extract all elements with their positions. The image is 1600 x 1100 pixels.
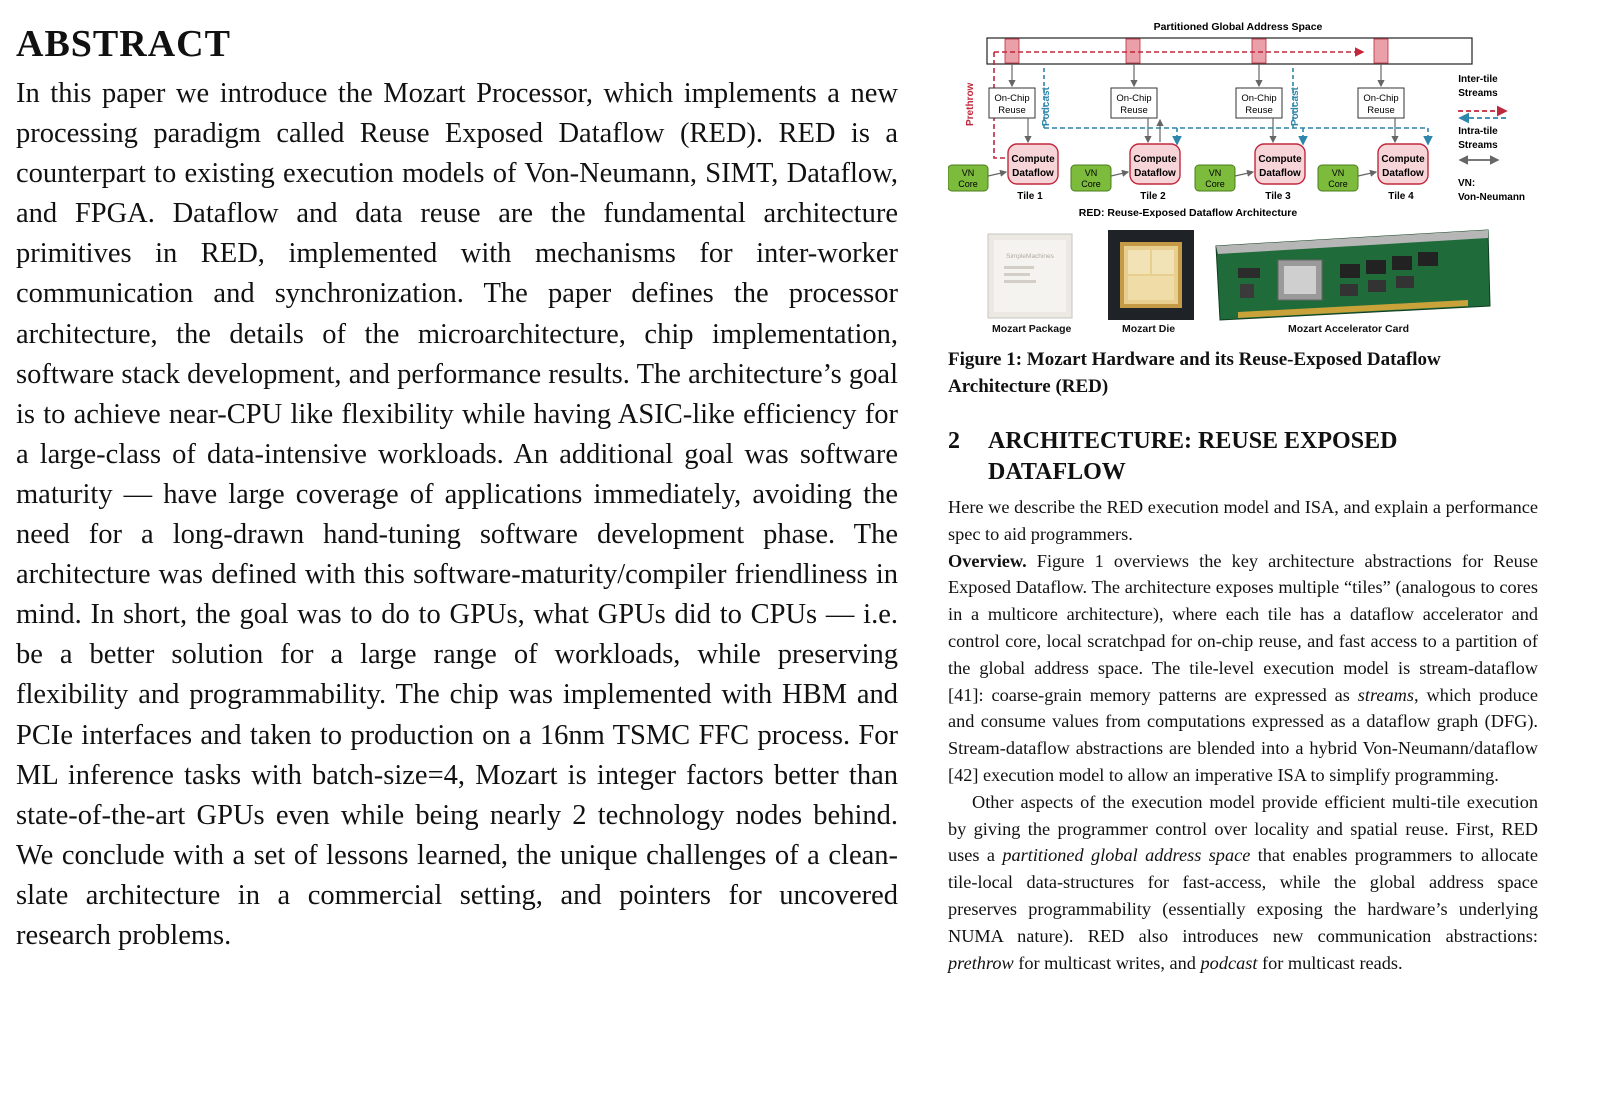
card-label: Mozart Accelerator Card (1288, 323, 1409, 335)
prethrow-label: Prethrow (965, 82, 976, 126)
svg-text:Reuse: Reuse (1245, 105, 1273, 116)
tile-label: Tile 3 (1265, 191, 1291, 202)
podcast-label-3: Podcast (1290, 87, 1301, 126)
figure-1 (948, 8, 1538, 346)
svg-text:On-Chip: On-Chip (1241, 93, 1277, 104)
svg-text:On-Chip: On-Chip (994, 93, 1030, 104)
abstract-heading: ABSTRACT (16, 23, 231, 65)
svg-text:Core: Core (958, 179, 978, 189)
die-label: Mozart Die (1122, 323, 1176, 335)
pgas-bar (987, 38, 1472, 64)
diagram-legend (1458, 74, 1525, 203)
podcast-label-1: Podcast (1041, 87, 1052, 126)
svg-text:Intra-tile: Intra-tile (1458, 126, 1498, 137)
right-column (948, 8, 1538, 976)
mozart-die-photo (1108, 230, 1194, 320)
section-number: 2 (948, 428, 960, 454)
package-label: Mozart Package (992, 323, 1072, 335)
pgas-label: Partitioned Global Address Space (1153, 21, 1323, 33)
abstract-column (16, 22, 898, 956)
tile-3 (1195, 64, 1305, 202)
svg-text:Reuse: Reuse (998, 105, 1026, 116)
svg-text:Core: Core (1081, 179, 1101, 189)
svg-text:Dataflow: Dataflow (1134, 168, 1176, 179)
tile-label: Tile 1 (1017, 191, 1043, 202)
tile-label: Tile 4 (1388, 191, 1414, 202)
svg-text:VN: VN (961, 168, 975, 178)
mozart-accelerator-card-photo (1216, 230, 1490, 320)
section-paragraph-3: Other aspects of the execution model provide efficient multi-tile execution by giving the programmer control over locality and spatial reuse. First, RED uses a partitioned global address space that enables programmers to allocate tile-local data-structures for fast-access, while the global address space preserves programmability (essentially exposing the hardware’s underlying NUMA nature). RED also introduces new communication abstractions: prethrow for multicast writes, and podcast for multicast reads. (948, 791, 1538, 973)
svg-text:VN: VN (1331, 168, 1345, 178)
svg-text:Streams: Streams (1458, 88, 1498, 99)
svg-text:Compute: Compute (1133, 154, 1177, 165)
svg-text:Compute: Compute (1258, 154, 1302, 165)
figure-caption: Figure 1: Mozart Hardware and its Reuse-Exposed Dataflow Architecture (RED) (948, 349, 1441, 397)
architecture-diagram (948, 8, 1538, 346)
svg-text:Compute: Compute (1381, 154, 1425, 165)
mozart-package-photo (988, 234, 1072, 318)
svg-text:Core: Core (1328, 179, 1348, 189)
svg-text:Inter-tile: Inter-tile (1458, 74, 1498, 85)
svg-text:SimpleMachines: SimpleMachines (1006, 253, 1054, 260)
svg-text:VN: VN (1084, 168, 1098, 178)
svg-text:On-Chip: On-Chip (1116, 93, 1152, 104)
svg-text:Core: Core (1205, 179, 1225, 189)
section-heading (948, 426, 1538, 488)
svg-text:Reuse: Reuse (1367, 105, 1395, 116)
section-title: ARCHITECTURE: REUSE EXPOSED DATAFLOW (988, 428, 1398, 485)
svg-text:Dataflow: Dataflow (1382, 168, 1424, 179)
svg-text:Dataflow: Dataflow (1259, 168, 1301, 179)
tile-label: Tile 2 (1140, 191, 1166, 202)
abstract-body: In this paper we introduce the Mozart Processor, which implements a new processing paradigm called Reuse Exposed Dataflow (RED). RED is a counterpart to existing execution models of Von-Neumann, SIMT, Dataflow, and FPGA. Dataflow and data reuse are the fundamental architecture primitives in RED, implemented with mechanisms for inter-worker communication and synchronization. The paper defines the processor architecture, the details of the microarchitecture, chip implementation, software stack development, and performance results. The architecture’s goal is to achieve near-CPU like flexibility while having ASIC-like efficiency for a large-class of data-intensive workloads. An additional goal was software maturity — have large coverage of applications immediately, avoiding the need for a long-drawn hand-tuning software development phase. The architecture was defined with this software-maturity/compiler friendliness in mind. In short, the goal was to do to GPUs, what GPUs did to CPUs — i.e. be a better solution for a large range of workloads, while preserving flexibility and programmability. The chip was implemented with HBM and PCIe interfaces and taken to production on a 16nm TSMC FFC process. For ML inference tasks with batch-size=4, Mozart is integer factors better than state-of-the-art GPUs even while being nearly 2 technology nodes behind. We conclude with a set of lessons learned, the unique challenges of a clean-slate architecture in a commercial setting, and pointers for uncovered research problems. (16, 78, 898, 951)
svg-text:VN: VN (1208, 168, 1222, 178)
svg-text:Streams: Streams (1458, 140, 1498, 151)
red-architecture-label: RED: Reuse-Exposed Dataflow Architecture (1078, 207, 1298, 219)
svg-text:VN:: VN: (1458, 178, 1476, 189)
svg-text:Dataflow: Dataflow (1012, 168, 1054, 179)
svg-text:On-Chip: On-Chip (1363, 93, 1399, 104)
svg-text:Reuse: Reuse (1120, 105, 1148, 116)
svg-text:Compute: Compute (1011, 154, 1055, 165)
section-paragraph-1: Here we describe the RED execution model and ISA, and explain a performance spec to aid programmers. (948, 497, 1538, 544)
overview-lead: Overview. (948, 550, 1027, 571)
svg-text:Von-Neumann: Von-Neumann (1458, 192, 1526, 203)
section-paragraph-2: Overview. Figure 1 overviews the key architecture abstractions for Reuse Exposed Dataflow. The architecture exposes multiple “tiles” (analogous to cores in a multicore architecture), where each tile has a dataflow accelerator and control core, local scratchpad for on-chip reuse, and fast access to a partition of the global address space. The tile-level execution model is stream-dataflow [41]: coarse-grain memory patterns are expressed as streams, which produce and consume values from computations expressed as a dataflow graph (DFG). Stream-dataflow abstractions are blended into a hybrid Von-Neumann/dataflow [42] execution model to allow an imperative ISA to simplify programming. (948, 550, 1538, 785)
tile-4 (1318, 64, 1428, 202)
tile-2 (1071, 64, 1180, 202)
